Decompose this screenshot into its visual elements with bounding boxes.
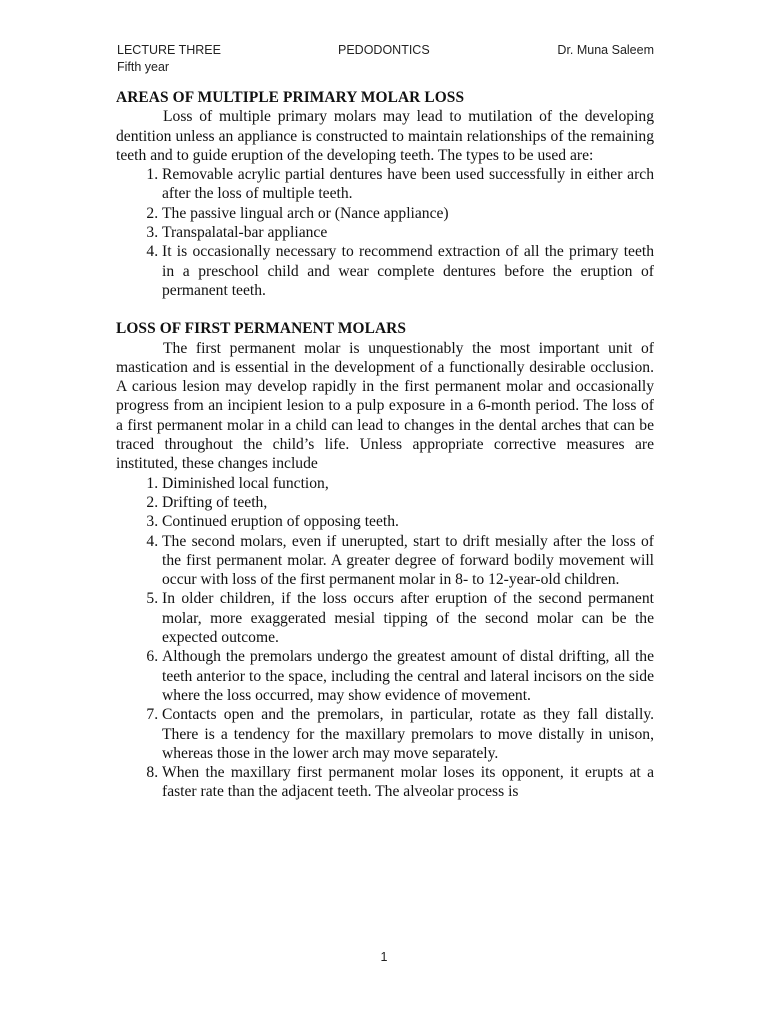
section-spacer — [116, 300, 654, 319]
list-item: 4. It is occasionally necessary to recommend extraction of all the primary teeth in a preschool child and wear complete dentures before the eruption of permanent teeth. — [162, 242, 654, 300]
list-item: 2. Drifting of teeth, — [162, 493, 654, 512]
appliance-list — [116, 165, 654, 300]
section-multiple-primary-molar-loss — [116, 88, 654, 300]
section-first-permanent-molar-loss — [116, 319, 654, 801]
document-body — [116, 88, 654, 802]
list-item: 1. Diminished local function, — [162, 474, 654, 493]
page-number: 1 — [380, 950, 388, 964]
list-item: 1. Removable acrylic partial dentures have been used successfully in either arch after the loss of multiple teeth. — [162, 165, 654, 204]
section-heading: LOSS OF FIRST PERMANENT MOLARS — [116, 320, 407, 338]
list-item: 3. Transpalatal-bar appliance — [162, 223, 654, 242]
header-course: PEDODONTICS — [338, 43, 430, 57]
list-item: 6. Although the premolars undergo the greatest amount of distal drifting, all the teeth anterior to the space, including the central and lateral incisors on the side where the loss occurred, may show evidence of movement. — [162, 647, 654, 705]
list-item: 3. Continued eruption of opposing teeth. — [162, 512, 654, 531]
list-item: 7. Contacts open and the premolars, in particular, rotate as they fall distally. There is a tendency for the maxillary premolars to move distally in unison, whereas those in the lower arch may move separately. — [162, 705, 654, 763]
header-author: Dr. Muna Saleem — [557, 43, 654, 57]
header-row — [117, 42, 654, 59]
section-heading: AREAS OF MULTIPLE PRIMARY MOLAR LOSS — [116, 89, 465, 106]
header-year: Fifth year — [117, 60, 170, 74]
header-lecture: LECTURE THREE — [117, 43, 221, 57]
changes-list — [116, 474, 654, 802]
section-intro-paragraph: The first permanent molar is unquestionably the most important unit of mastication and is essential in the development of a functionally desirable occlusion. A carious lesion may develop rapidly in the first permanent molar and occasionally progress from an incipient lesion to a pulp exposure in a 6-month period. The loss of a first permanent molar in a child can lead to changes in the dental arches that can be traced throughout the child’s life. Unless appropriate corrective measures are instituted, these changes include — [116, 339, 654, 473]
list-item: 2. The passive lingual arch or (Nance appliance) — [162, 204, 654, 223]
list-item: 5. In older children, if the loss occurs after eruption of the second permanent molar, more exaggerated mesial tipping of the second molar can be the expected outcome. — [162, 589, 654, 647]
list-item: 8. When the maxillary first permanent molar loses its opponent, it erupts at a faster rate than the adjacent teeth. The alveolar process is — [162, 763, 654, 802]
list-item: 4. The second molars, even if unerupted, start to drift mesially after the loss of the first permanent molar. A greater degree of forward bodily movement will occur with loss of the first permanent molar in 8- to 12-year-old children. — [162, 532, 654, 590]
page-header — [117, 42, 654, 76]
section-intro-paragraph: Loss of multiple primary molars may lead to mutilation of the developing dentition unless an appliance is constructed to maintain relationships of the remaining teeth and to guide eruption of the developing teeth. The types to be used are: — [116, 108, 654, 164]
